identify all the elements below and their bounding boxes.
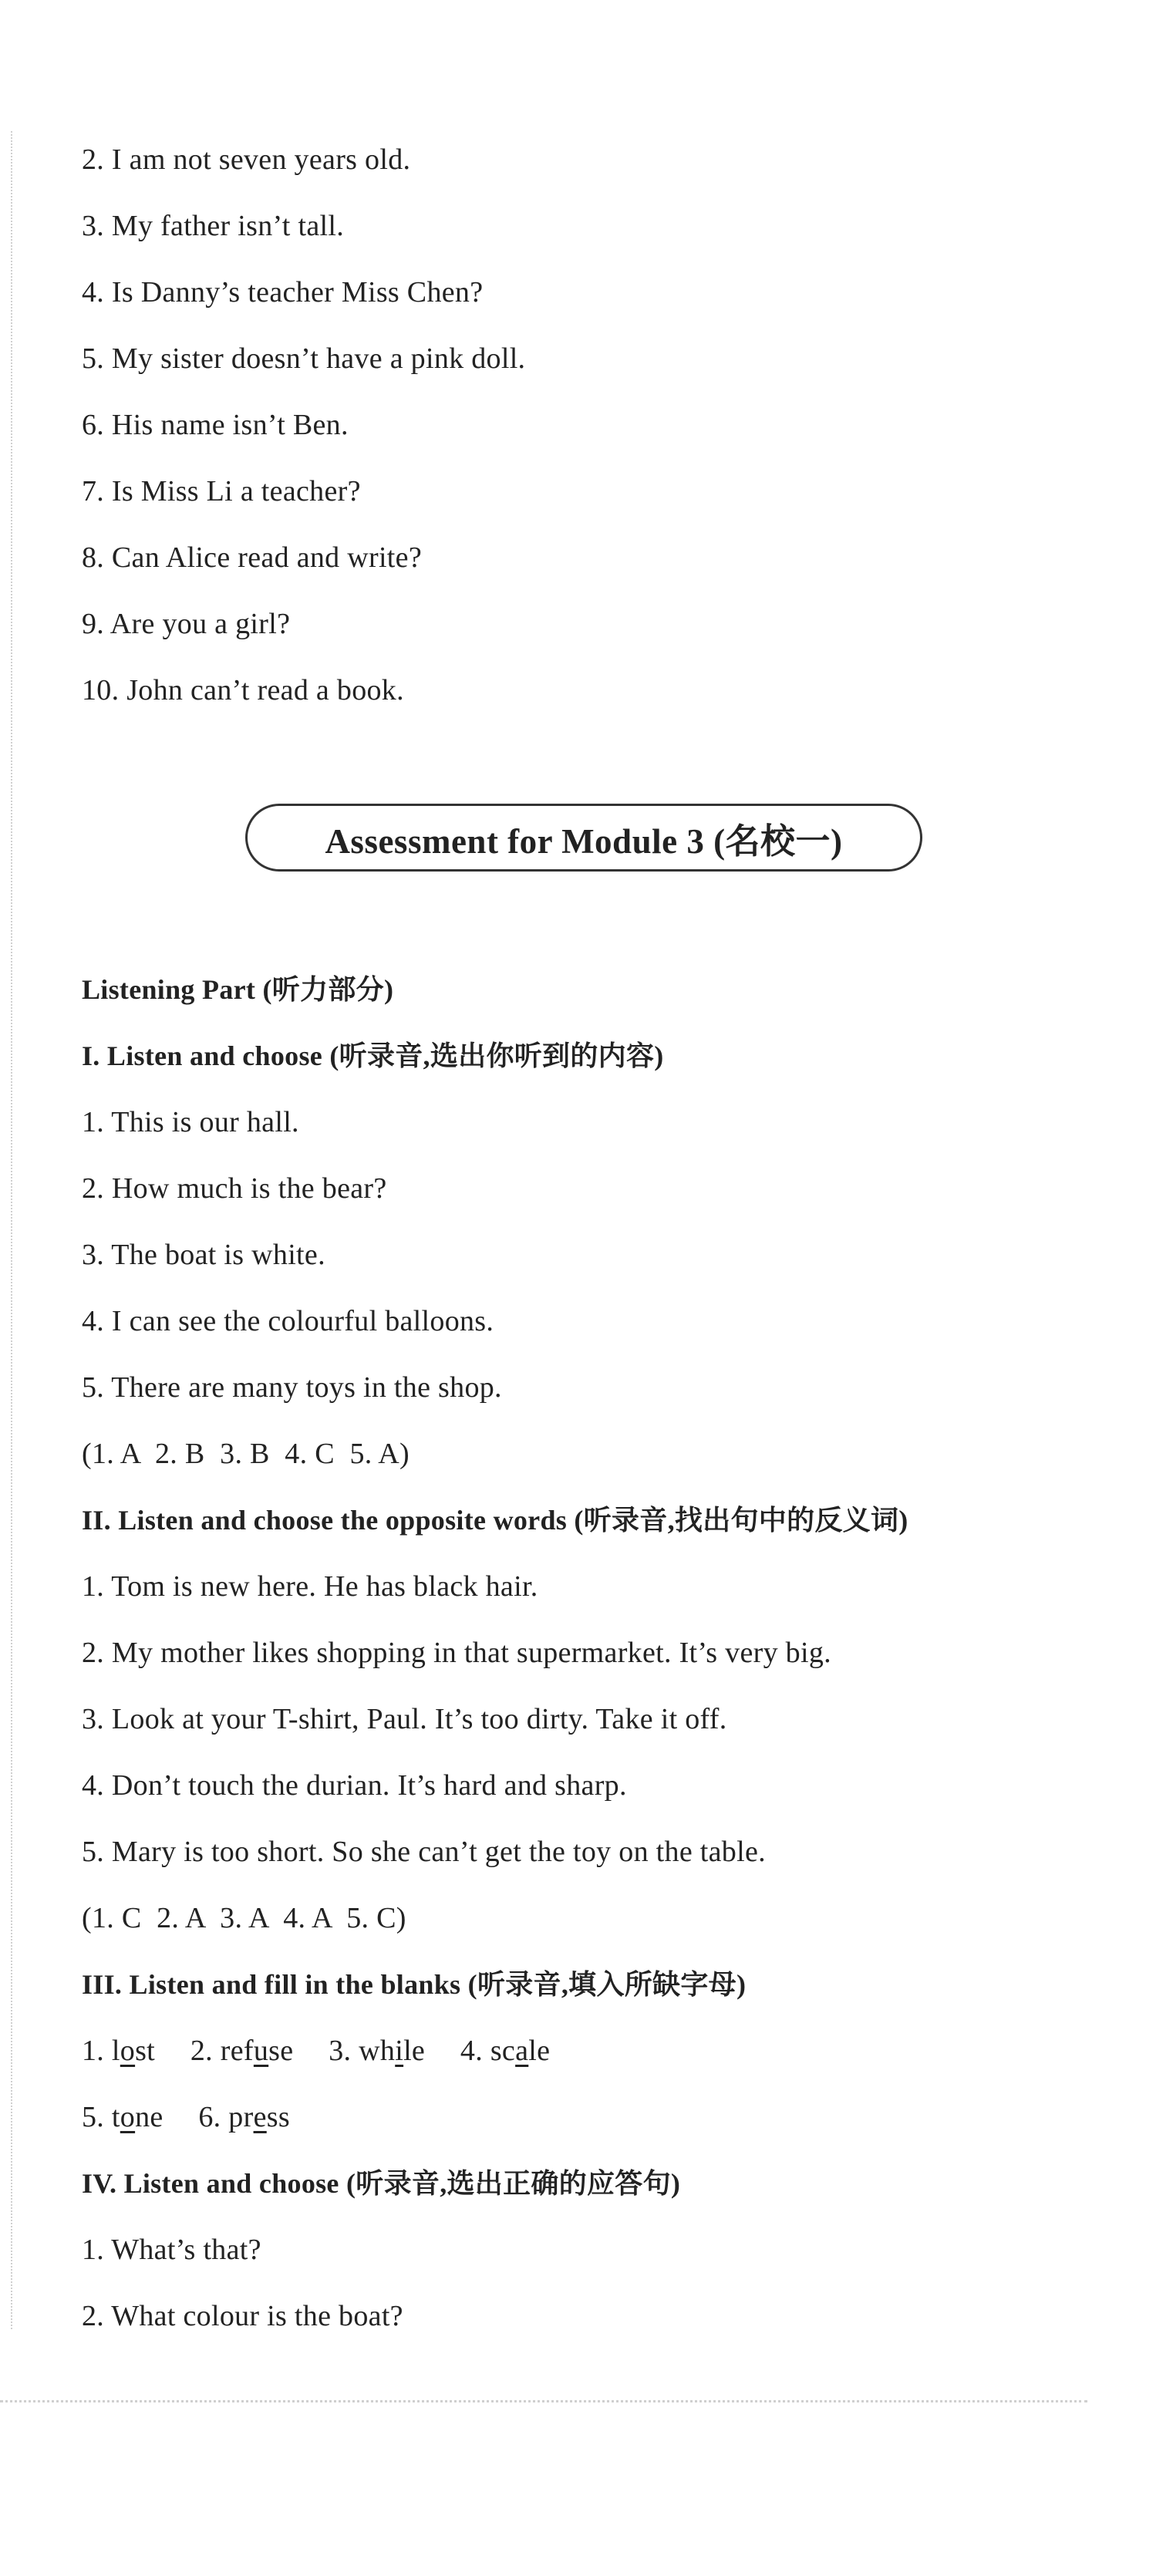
answer-line: 4. Is Danny’s teacher Miss Chen?	[82, 276, 484, 309]
section-1-item: 3. The boat is white.	[82, 1239, 325, 1271]
blank-word-item	[82, 2033, 155, 2069]
assessment-title-box	[245, 804, 922, 872]
blank-word-item	[82, 2099, 163, 2135]
word-part: l	[111, 2035, 120, 2067]
page-bottom-divider	[0, 2400, 1087, 2402]
filled-letter: i	[395, 2035, 404, 2067]
item-number: 1.	[82, 2035, 105, 2067]
blank-word-item	[329, 2033, 425, 2069]
word-part: sc	[490, 2035, 516, 2067]
item-number: 5.	[82, 2101, 105, 2133]
item-number: 3.	[329, 2035, 352, 2067]
blank-word-item	[190, 2033, 294, 2069]
word-part: ref	[220, 2035, 254, 2067]
item-number: 6.	[198, 2101, 221, 2133]
answer-line: 7. Is Miss Li a teacher?	[82, 475, 361, 507]
assessment-title: Assessment for Module 3 (名校一)	[325, 821, 843, 861]
filled-letter: o	[120, 2101, 136, 2133]
section-1-heading: I. Listen and choose (听录音,选出你听到的内容)	[82, 1040, 664, 1071]
section-2-answers: (1. C 2. A 3. A 4. A 5. C)	[82, 1902, 406, 1934]
blank-word-item	[198, 2099, 290, 2135]
section-2-item: 4. Don’t touch the durian. It’s hard and sharp.	[82, 1769, 627, 1802]
filled-letter: o	[120, 2035, 136, 2067]
answer-line: 8. Can Alice read and write?	[82, 541, 423, 574]
answer-line: 9. Are you a girl?	[82, 608, 291, 640]
section-1-item: 4. I can see the colourful balloons.	[82, 1305, 494, 1337]
filled-letter: e	[253, 2101, 267, 2133]
section-1-item: 2. How much is the bear?	[82, 1172, 387, 1205]
blank-word-item	[460, 2033, 550, 2069]
answer-line: 6. His name isn’t Ben.	[82, 409, 349, 441]
section-4-item: 1. What’s that?	[82, 2234, 261, 2266]
section-4-item: 2. What colour is the boat?	[82, 2300, 403, 2332]
filled-letter: a	[515, 2035, 529, 2067]
section-1-item: 1. This is our hall.	[82, 1106, 299, 1138]
word-part: le	[403, 2035, 426, 2067]
word-part: ne	[135, 2101, 163, 2133]
binding-margin-line	[11, 131, 12, 2329]
answer-line: 3. My father isn’t tall.	[82, 210, 344, 242]
section-3-row-2	[82, 2099, 318, 2135]
item-number: 2.	[190, 2035, 213, 2067]
section-3-row-1	[82, 2033, 578, 2069]
word-part: pr	[228, 2101, 254, 2133]
section-3-heading: III. Listen and fill in the blanks (听录音,填入所缺字母)	[82, 1969, 747, 2000]
listening-part-heading: Listening Part (听力部分)	[82, 974, 394, 1005]
section-4-heading: IV. Listen and choose (听录音,选出正确的应答句)	[82, 2168, 681, 2199]
word-part: ss	[266, 2101, 290, 2133]
answer-line: 10. John can’t read a book.	[82, 674, 404, 706]
section-2-item: 3. Look at your T-shirt, Paul. It’s too dirty. Take it off.	[82, 1703, 727, 1735]
item-number: 4.	[460, 2035, 484, 2067]
word-part: st	[135, 2035, 156, 2067]
word-part: wh	[359, 2035, 396, 2067]
section-1-item: 5. There are many toys in the shop.	[82, 1371, 502, 1404]
word-part: t	[111, 2101, 120, 2133]
word-part: le	[528, 2035, 551, 2067]
section-2-item: 2. My mother likes shopping in that supermarket. It’s very big.	[82, 1637, 831, 1669]
filled-letter: u	[253, 2035, 269, 2067]
section-1-answers: (1. A 2. B 3. B 4. C 5. A)	[82, 1438, 410, 1470]
word-part: se	[268, 2035, 294, 2067]
answer-line: 5. My sister doesn’t have a pink doll.	[82, 342, 526, 375]
section-2-item: 5. Mary is too short. So she can’t get the toy on the table.	[82, 1836, 766, 1868]
section-2-item: 1. Tom is new here. He has black hair.	[82, 1570, 538, 1603]
section-2-heading: II. Listen and choose the opposite words (听录音,找出句中的反义词)	[82, 1505, 908, 1536]
answer-line: 2. I am not seven years old.	[82, 143, 411, 176]
